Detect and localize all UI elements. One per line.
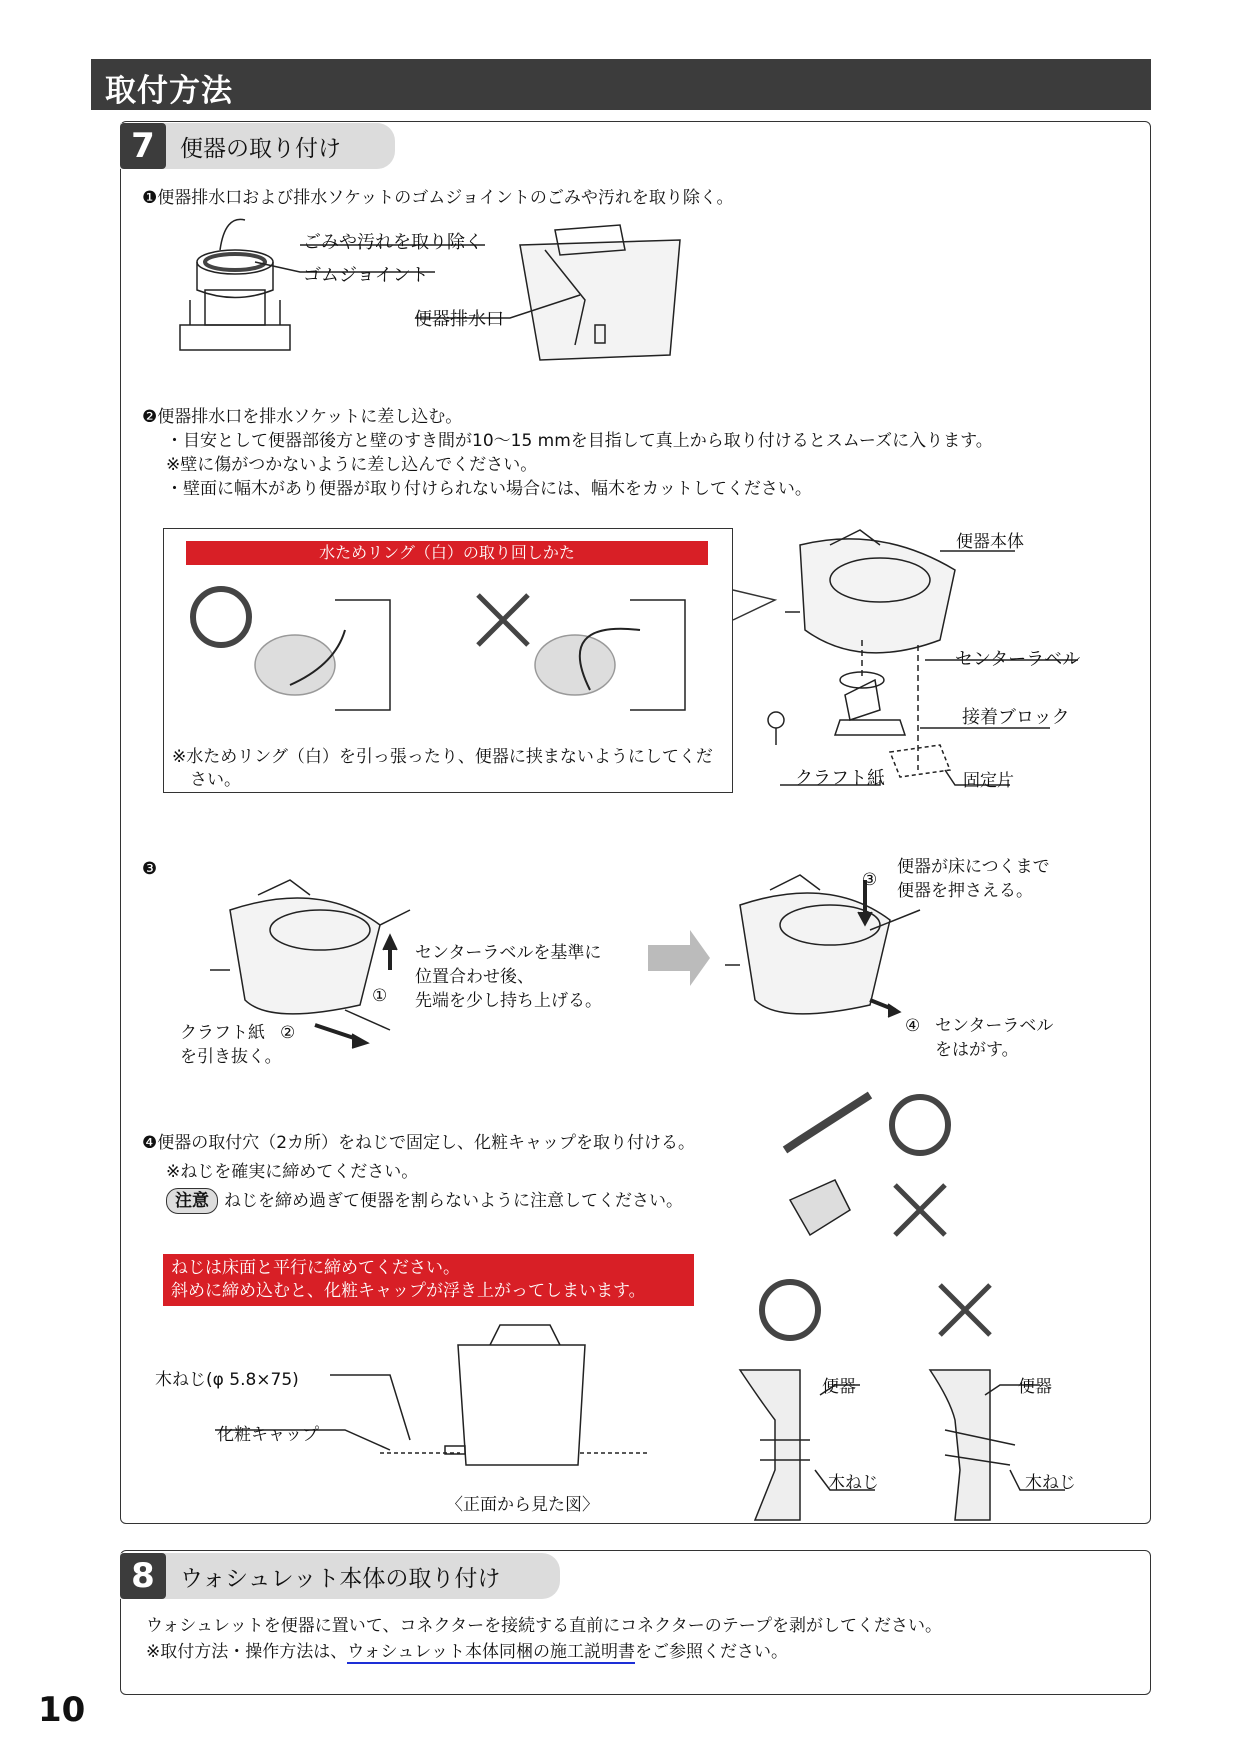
- circle-num-4: ④: [905, 1016, 921, 1036]
- power-drill-icon: [790, 1180, 850, 1235]
- step-1-text: ❶便器排水口および排水ソケットのゴムジョイントのごみや汚れを取り除く。: [142, 188, 734, 208]
- step-4-note-1: ※ねじを確実に締めてください。: [166, 1162, 419, 1182]
- caution-text: ねじを締め過ぎて便器を割らないように注意してください。: [224, 1191, 683, 1211]
- step-2-note-1: ・目安として便器部後方と壁のすき間が10～15 mmを目指して真上から取り付けるとスムーズに入ります。: [166, 431, 993, 451]
- circle-num-1: ①: [372, 986, 388, 1006]
- label-wood-screw-spec: 木ねじ(φ 5.8×75): [155, 1370, 299, 1390]
- step-7-title: 便器の取り付け: [180, 136, 341, 162]
- step-2-note-3: ・壁面に幅木があり便器が取り付けられない場合には、幅木をカットしてください。: [166, 479, 812, 499]
- exploded-toilet-illustration: [768, 530, 955, 777]
- callout-note-line-1: ※水ためリング（白）を引っ張ったり、便器に挟まないようにしてくだ: [172, 747, 713, 767]
- label-toilet-body: 便器本体: [956, 532, 1024, 552]
- step-7-number: 7: [120, 123, 166, 169]
- label-fixing-piece: 固定片: [963, 771, 1014, 791]
- ok-circle-tool-icon: [892, 1097, 948, 1153]
- label-adhesive-block: 接着ブロック: [962, 707, 1070, 728]
- ok-screw-circle-icon: [762, 1282, 818, 1338]
- step-3-instr-3-line-2: 便器を押さえる。: [897, 881, 1033, 901]
- step-8-line-2-post: をご参照ください。: [635, 1642, 789, 1662]
- ng-screw-cross-icon: [940, 1285, 990, 1335]
- circle-num-3: ③: [862, 870, 878, 890]
- label-drain-outlet: 便器排水口: [414, 309, 504, 330]
- label-wood-screw-correct: 木ねじ: [828, 1473, 879, 1493]
- label-kraft-paper: クラフト紙: [795, 768, 885, 789]
- step-8-number: 8: [120, 1553, 166, 1599]
- label-decor-cap: 化粧キャップ: [217, 1425, 319, 1445]
- step-3-instr-2-line-1: クラフト紙: [180, 1023, 265, 1043]
- screw-warning-line-1: ねじは床面と平行に締めてください。: [171, 1258, 460, 1278]
- step-3-instr-4-line-1: センターラベル: [935, 1016, 1054, 1036]
- step-3-instr-3-line-1: 便器が床につくまで: [897, 857, 1050, 877]
- step-3-instr-4-line-2: をはがす。: [935, 1040, 1019, 1060]
- circle-num-2: ②: [280, 1023, 296, 1043]
- label-front-view: 〈正面から見た図〉: [446, 1495, 599, 1515]
- page-title: 取付方法: [105, 73, 233, 109]
- step-8-line-1: ウォシュレットを便器に置いて、コネクターを接続する直前にコネクターのテープを剥がしてください。: [146, 1616, 942, 1636]
- label-rubber-joint: ゴムジョイント: [303, 265, 429, 286]
- step-8-line-2: [146, 1640, 788, 1664]
- callout-note-line-2: さい。: [190, 770, 241, 790]
- step-3-instr-2-line-2: を引き抜く。: [180, 1047, 282, 1067]
- manual-link[interactable]: ウォシュレット本体同梱の施工説明書: [347, 1642, 636, 1662]
- step-3-instr-1-line-3: 先端を少し持ち上げる。: [415, 991, 602, 1011]
- front-view-illustration: [380, 1325, 650, 1465]
- screw-warning-line-2: 斜めに締め込むと、化粧キャップが浮き上がってしまいます。: [171, 1281, 646, 1301]
- step-3-number: ❸: [142, 859, 158, 879]
- label-toilet-correct: 便器: [822, 1377, 856, 1397]
- screw-warning-box: [163, 1254, 694, 1306]
- caution-chip: 注意: [166, 1188, 218, 1214]
- page-number: 10: [38, 1690, 86, 1730]
- label-center-label: センターラベル: [955, 649, 1081, 670]
- callout-title: 水ためリング（白）の取り回しかた: [186, 541, 708, 565]
- label-wood-screw-wrong: 木ねじ: [1025, 1473, 1076, 1493]
- step-8-title: ウォシュレット本体の取り付け: [180, 1566, 501, 1592]
- toilet-press-illustration: [725, 875, 920, 1014]
- step-3-instr-1-line-1: センターラベルを基準に: [415, 943, 602, 963]
- step-2-text: ❷便器排水口を排水ソケットに差し込む。: [142, 407, 463, 427]
- toilet-rear-illustration: [520, 225, 680, 360]
- step-4-text: ❹便器の取付穴（2カ所）をねじで固定し、化粧キャップを取り付ける。: [142, 1133, 696, 1153]
- step-8-line-2-pre: ※取付方法・操作方法は、: [146, 1642, 348, 1662]
- step-3-instr-1-line-2: 位置合わせ後、: [415, 967, 534, 987]
- drain-socket-illustration: [180, 219, 290, 350]
- label-toilet-wrong: 便器: [1018, 1377, 1052, 1397]
- ng-cross-tool-icon: [895, 1185, 945, 1235]
- step-2-note-2: ※壁に傷がつかないように差し込んでください。: [166, 455, 538, 475]
- step-4-caution: [166, 1188, 683, 1214]
- screwdriver-icon: [785, 1095, 870, 1150]
- label-dirt: ごみや汚れを取り除く: [303, 232, 483, 253]
